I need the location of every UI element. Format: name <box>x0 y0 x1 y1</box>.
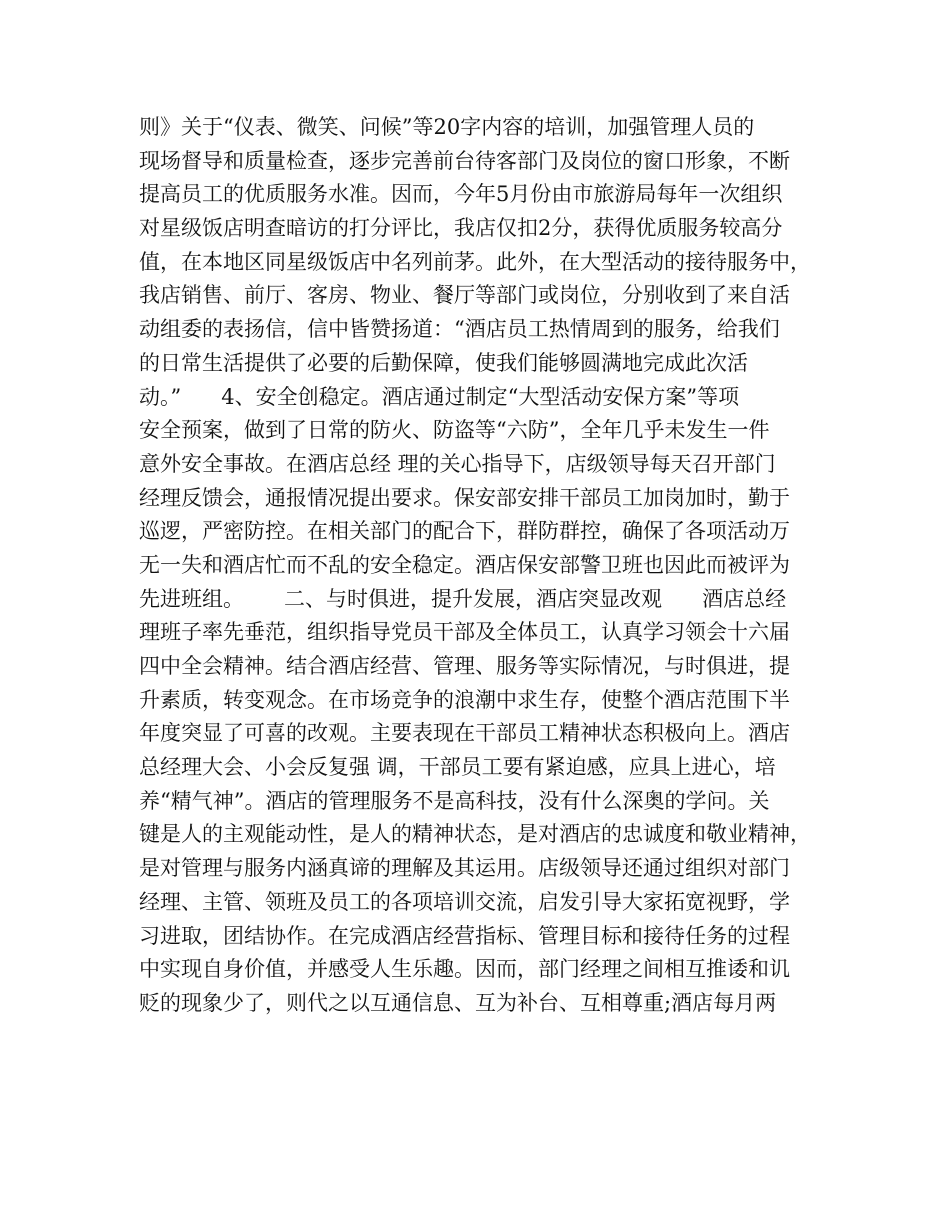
text-line: 是对管理与服务内涵真谛的理解及其运用。店级领导还通过组织对部门 <box>139 856 790 881</box>
text-line: 安全预案，做到了日常的防火、防盗等“六防”，全年几乎未发生一件 <box>139 418 770 443</box>
text-line: 四中全会精神。结合酒店经营、管理、服务等实际情况，与时俱进，提 <box>139 654 790 678</box>
text-line: 键是人的主观能动性，是人的精神状态，是对酒店的忠诚度和敬业精神， <box>139 822 811 847</box>
text-line: 意外安全事故。在酒店总经 理的关心指导下，店级领导每天召开部门 <box>139 451 776 476</box>
text-line: 无一失和酒店忙而不乱的安全稳定。酒店保安部警卫班也因此而被评为 <box>139 552 790 577</box>
text-line: 动。” 4、安全创稳定。酒店通过制定“大型活动安保方案”等项 <box>139 384 740 409</box>
text-line: 养“精气神”。酒店的管理服务不是高科技，没有什么深奥的学问。关 <box>139 788 770 813</box>
text-line: 中实现自身价值，并感受人生乐趣。因而，部门经理之间相互推诿和讥 <box>139 957 790 982</box>
text-line: 我店销售、前厅、客房、物业、餐厅等部门或岗位，分别收到了来自活 <box>139 283 790 308</box>
text-line: 贬的现象少了，则代之以互通信息、互为补台、互相尊重;酒店每月两 <box>139 990 777 1015</box>
text-line: 值，在本地区同星级饭店中名列前茅。此外，在大型活动的接待服务中， <box>139 249 811 274</box>
text-line: 先进班组。 二、与时俱进，提升发展，酒店突显改观 酒店总经 <box>139 586 787 611</box>
text-line: 的日常生活提供了必要的后勤保障，使我们能够圆满地完成此次活 <box>139 350 748 375</box>
text-line: 巡逻，严密防控。在相关部门的配合下，群防群控，确保了各项活动万 <box>139 519 790 544</box>
text-line: 现场督导和质量检查，逐步完善前台待客部门及岗位的窗口形象，不断 <box>139 148 790 173</box>
text-line: 经理反馈会，通报情况提出要求。保安部安排干部员工加岗加时，勤于 <box>139 485 790 510</box>
text-line: 动组委的表扬信，信中皆赞扬道：“酒店员工热情周到的服务，给我们 <box>139 317 780 342</box>
text-line: 年度突显了可喜的改观。主要表现在干部员工精神状态积极向上。酒店 <box>139 721 790 746</box>
body-text <box>139 111 829 1021</box>
text-line: 升素质，转变观念。在市场竞争的浪潮中求生存，使整个酒店范围下半 <box>139 687 790 712</box>
text-line: 总经理大会、小会反复强 调，干部员工要有紧迫感，应具上进心，培 <box>139 755 776 780</box>
text-line: 习进取，团结协作。在完成酒店经营指标、管理目标和接待任务的过程 <box>139 923 790 948</box>
text-line: 提高员工的优质服务水准。因而，今年5月份由市旅游局每年一次组织 <box>139 182 783 207</box>
text-line: 对星级饭店明查暗访的打分评比，我店仅扣2分，获得优质服务较高分 <box>139 216 783 241</box>
text-line: 则》关于“仪表、微笑、问候”等20字内容的培训，加强管理人员的 <box>139 115 755 139</box>
text-line: 经理、主管、领班及员工的各项培训交流，启发引导大家拓宽视野，学 <box>139 889 790 914</box>
text-line: 理班子率先垂范，组织指导党员干部及全体员工，认真学习领会十六届 <box>139 620 790 645</box>
